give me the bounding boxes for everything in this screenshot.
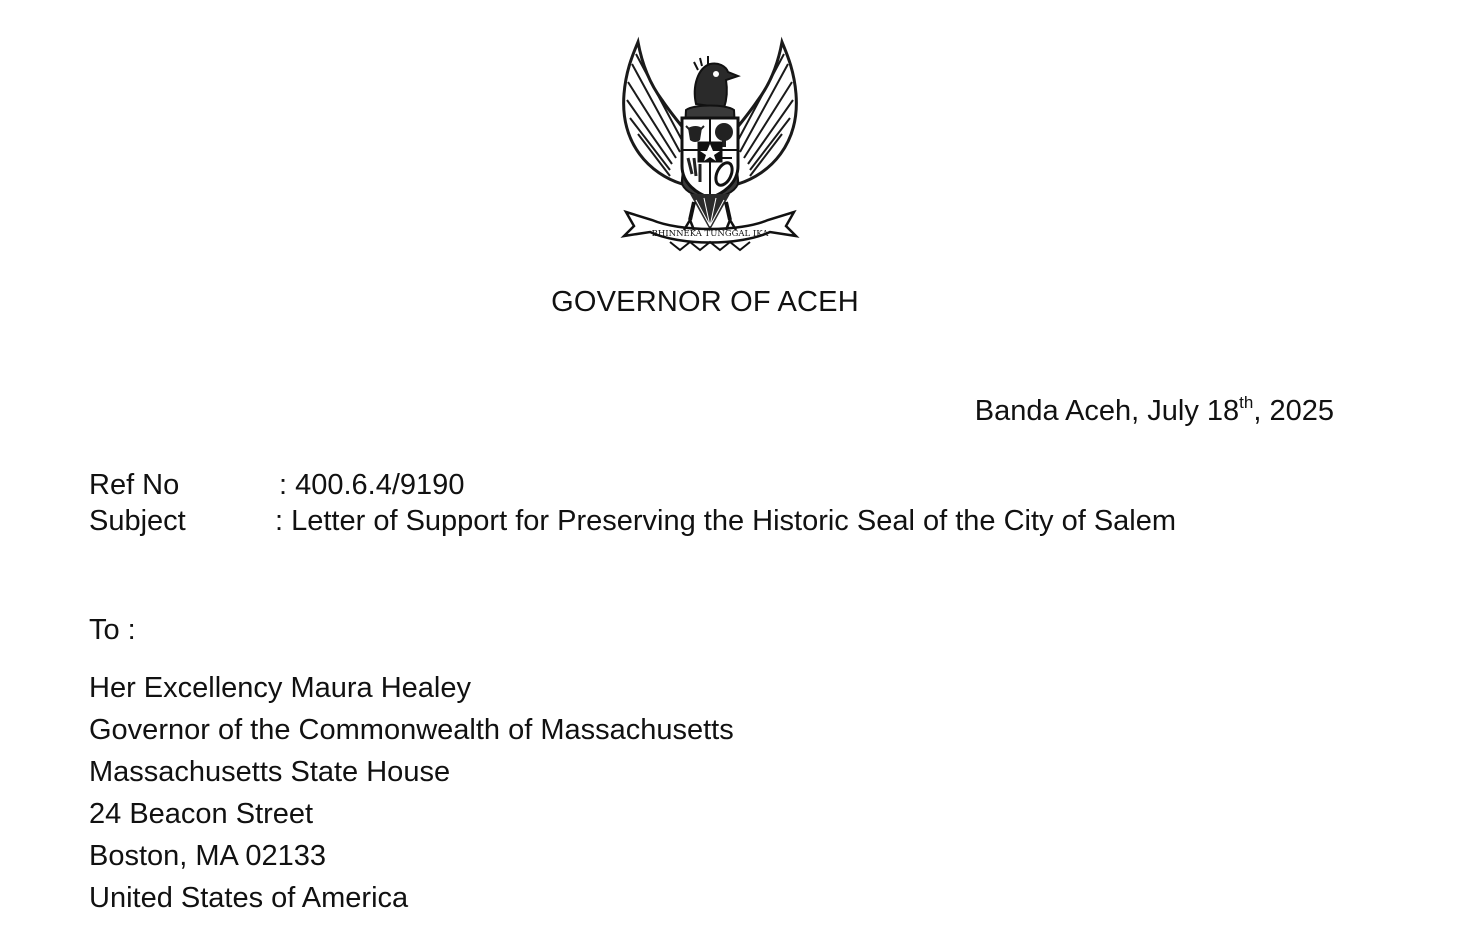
to-label: To : <box>89 614 136 646</box>
subject-row <box>89 505 1176 538</box>
subject-value: : Letter of Support for Preserving the Historic Seal of the City of Salem <box>275 505 1177 537</box>
ref-no-row <box>89 469 464 502</box>
recipient-address <box>89 667 734 919</box>
ref-no-label: Ref No <box>89 469 180 501</box>
recipient-country: United States of America <box>89 882 409 914</box>
date-place-month: Banda Aceh, July 18 <box>974 395 1240 427</box>
date-day-suffix: th <box>1239 393 1254 412</box>
recipient-name: Her Excellency Maura Healey <box>89 672 471 704</box>
recipient-city: Boston, MA 02133 <box>89 840 326 872</box>
letter-date <box>975 395 1334 428</box>
ref-no-value: : 400.6.4/9190 <box>279 469 465 501</box>
subject-label: Subject <box>89 505 186 537</box>
recipient-building: Massachusetts State House <box>89 756 451 788</box>
date-year: , 2025 <box>1253 395 1334 427</box>
emblem-motto: BHINNEKA TUNGGAL IKA <box>651 229 769 239</box>
garuda-emblem-icon <box>610 34 810 256</box>
recipient-street: 24 Beacon Street <box>89 798 314 830</box>
letterhead-title: GOVERNOR OF ACEH <box>551 286 859 318</box>
recipient-title: Governor of the Commonwealth of Massachusetts <box>89 714 734 746</box>
